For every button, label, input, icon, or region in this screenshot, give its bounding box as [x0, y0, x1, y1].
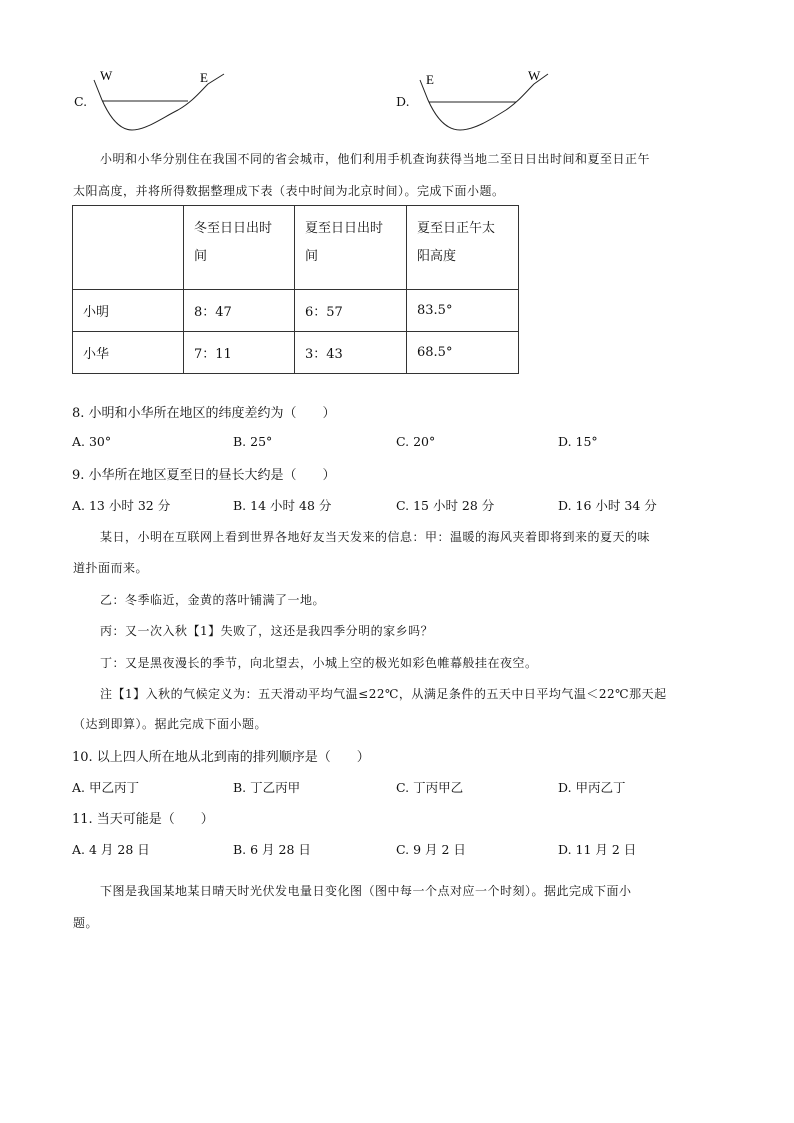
passage-bing: 丙：又一次入秋【1】失败了，这还是我四季分明的家乡吗？ — [100, 624, 434, 638]
intro-line-1: 小明和小华分别住在我国不同的省会城市，他们利用手机查询获得当地二至日日出时间和夏至日正午 — [100, 152, 651, 166]
question-9-option-b: B. 14 小时 48 分 — [233, 498, 332, 513]
passage-line-1: 某日，小明在互联网上看到世界各地好友当天发来的信息：甲：温暖的海风夹着即将到来的夏天的味 — [100, 530, 651, 544]
table-row — [73, 290, 519, 332]
passage-note-2: （达到即算）。据此完成下面小题。 — [73, 717, 268, 731]
option-c-label: C. — [74, 94, 88, 109]
question-10-option-a: A. 甲乙丙丁 — [72, 780, 139, 795]
question-11-option-a: A. 4 月 28 日 — [72, 842, 150, 857]
question-10-stem: 10. 以上四人所在地从北到南的排列顺序是（ ） — [72, 750, 370, 765]
question-8-stem: 8. 小明和小华所在地区的纬度差约为（ ） — [72, 406, 336, 421]
table-cell: 6：57 — [295, 290, 407, 332]
table-header-cell: 冬至日日出时 间 — [184, 206, 295, 290]
table-row — [73, 332, 519, 374]
closing-line-1: 下图是我国某地某日晴天时光伏发电量日变化图（图中每一个点对应一个时刻）。据此完成下面小 — [100, 884, 632, 898]
option-d-label: D. — [396, 94, 410, 109]
question-9-option-c: C. 15 小时 28 分 — [396, 498, 495, 513]
table-header-cell — [73, 206, 184, 290]
passage-yi: 乙：冬季临近，金黄的落叶铺满了一地。 — [100, 593, 326, 607]
table-cell: 7：11 — [184, 332, 295, 374]
question-11-stem: 11. 当天可能是（ ） — [72, 812, 214, 827]
question-11-option-c: C. 9 月 2 日 — [396, 842, 466, 857]
diagram-d-left-label: E — [426, 72, 434, 87]
river-cross-section-c — [88, 66, 238, 138]
table-header-cell: 夏至日正午太 阳高度 — [407, 206, 519, 290]
question-10-option-d: D. 甲丙乙丁 — [558, 780, 626, 795]
river-cross-section-d — [412, 66, 562, 138]
question-9-option-a: A. 13 小时 32 分 — [72, 498, 171, 513]
question-8-option-a: A. 30° — [72, 434, 112, 449]
question-10-option-b: B. 丁乙丙甲 — [233, 780, 301, 795]
question-9-stem: 9. 小华所在地区夏至日的昼长大约是（ ） — [72, 468, 336, 483]
question-10-option-c: C. 丁丙甲乙 — [396, 780, 464, 795]
table-header-cell: 夏至日日出时 间 — [295, 206, 407, 290]
table-cell: 83.5° — [407, 290, 519, 332]
sunrise-data-table — [72, 205, 519, 374]
passage-ding: 丁：又是黑夜漫长的季节，向北望去，小城上空的极光如彩色帷幕般挂在夜空。 — [100, 656, 538, 670]
table-header-row — [73, 206, 519, 290]
question-11-option-b: B. 6 月 28 日 — [233, 842, 311, 857]
diagram-c-right-label: E — [200, 70, 208, 85]
question-8-option-c: C. 20° — [396, 434, 436, 449]
table-cell: 小明 — [73, 290, 184, 332]
question-11-option-d: D. 11 月 2 日 — [558, 842, 637, 857]
question-9-option-d: D. 16 小时 34 分 — [558, 498, 657, 513]
question-8-option-d: D. 15° — [558, 434, 598, 449]
diagram-c-left-label: W — [100, 68, 113, 83]
table-cell: 3：43 — [295, 332, 407, 374]
passage-line-2: 道扑面而来。 — [73, 561, 149, 575]
passage-note-1: 注【1】入秋的气候定义为：五天滑动平均气温≤22℃，从满足条件的五天中日平均气温＜22℃那天起 — [100, 687, 667, 701]
table-cell: 68.5° — [407, 332, 519, 374]
intro-line-2: 太阳高度，并将所得数据整理成下表（表中时间为北京时间）。完成下面小题。 — [73, 184, 505, 198]
closing-line-2: 题。 — [73, 916, 99, 930]
table-cell: 小华 — [73, 332, 184, 374]
question-8-option-b: B. 25° — [233, 434, 273, 449]
diagram-d-right-label: W — [528, 68, 541, 83]
table-cell: 8：47 — [184, 290, 295, 332]
